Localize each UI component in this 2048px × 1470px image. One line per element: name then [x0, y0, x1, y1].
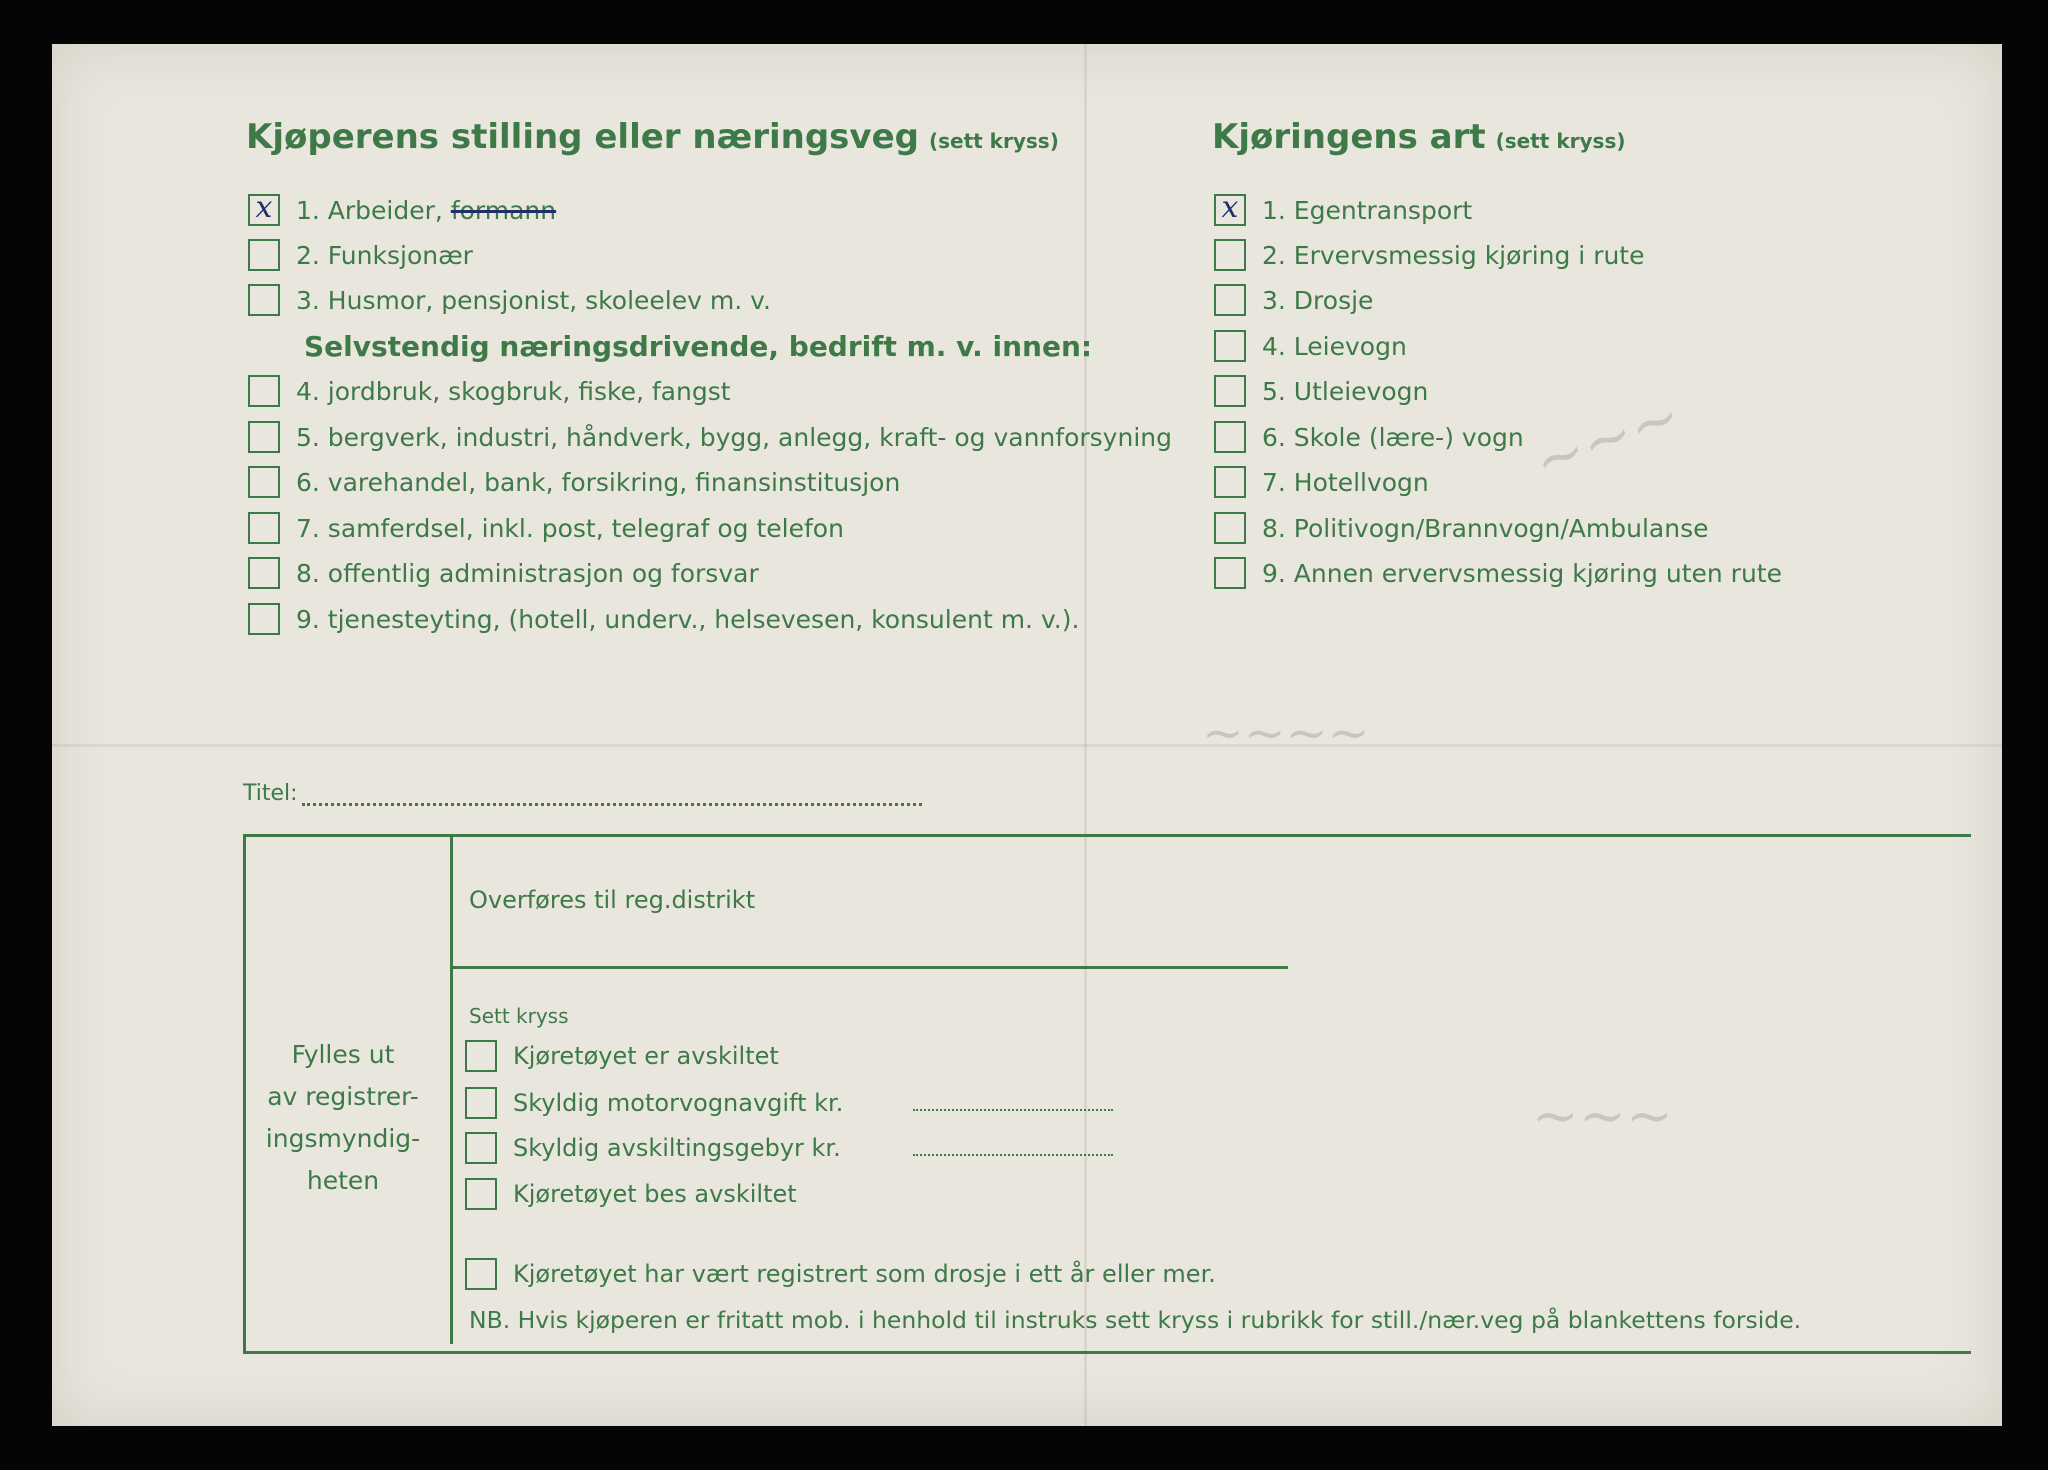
box-top-border: [243, 834, 1971, 837]
checkbox[interactable]: [1214, 466, 1246, 498]
nb-note: NB. Hvis kjøperen er fritatt mob. i henhold til instruks sett kryss i rubrikk for still./nær.veg på blankettens forside.: [469, 1306, 1802, 1334]
option-label: 9. tjenesteyting, (hotell, underv., helsevesen, konsulent m. v.).: [296, 604, 1080, 634]
option-label: 3. Drosje: [1262, 285, 1374, 315]
box-left-border: [243, 834, 246, 1354]
deregistered-label: Kjøretøyet er avskiltet: [513, 1042, 779, 1070]
motor-tax-label: Skyldig motorvognavgift kr.: [513, 1089, 844, 1117]
option-label: 7. samferdsel, inkl. post, telegraf og telefon: [296, 513, 844, 543]
option-label: 2. Ervervsmessig kjøring i rute: [1262, 240, 1645, 270]
bleed-through-scribble: ~~~~: [1202, 704, 1370, 762]
title-field[interactable]: [243, 781, 922, 806]
occupation-option-4[interactable]: [248, 371, 731, 411]
option-label: 6. Skole (lære-) vogn: [1262, 422, 1524, 452]
occupation-option-2[interactable]: [248, 235, 473, 275]
occupation-option-5[interactable]: [248, 417, 1172, 457]
option-label: 2. Funksjonær: [296, 240, 473, 270]
driving-option-2[interactable]: [1214, 235, 1645, 275]
transfer-district-line[interactable]: [453, 966, 1288, 969]
driving-option-9[interactable]: [1214, 553, 1782, 593]
option-label: 8. Politivogn/Brannvogn/Ambulanse: [1262, 513, 1709, 543]
checkbox[interactable]: [248, 190, 280, 226]
buyer-occupation-note: (sett kryss): [928, 129, 1059, 153]
registry-authority-label: [247, 1034, 439, 1202]
occupation-option-8[interactable]: [248, 553, 759, 593]
option-label: 6. varehandel, bank, forsikring, finansinstitusjon: [296, 467, 901, 497]
handwritten-x-mark: x: [1221, 190, 1239, 225]
checkbox[interactable]: [1214, 330, 1246, 362]
self-employed-subheading: Selvstendig næringsdrivende, bedrift m. v. innen:: [304, 330, 1093, 363]
option-label: 8. offentlig administrasjon og forsvar: [296, 558, 759, 588]
deregistration-fee-amount-field[interactable]: [913, 1142, 1113, 1156]
option-label: 4. Leievogn: [1262, 331, 1407, 361]
driving-type-title: Kjøringens art: [1212, 117, 1486, 157]
title-dotted-line[interactable]: [302, 785, 922, 806]
checkbox[interactable]: [1214, 284, 1246, 316]
registry-authority-box: [243, 834, 1971, 1354]
checkbox-motor-tax[interactable]: [465, 1087, 497, 1119]
deregistration-fee-label: Skyldig avskiltingsgebyr kr.: [513, 1134, 841, 1162]
checkbox[interactable]: [1214, 421, 1246, 453]
label-line: av registrer-: [267, 1082, 419, 1111]
transfer-district-label: Overføres til reg.distrikt: [469, 886, 756, 914]
occupation-option-6[interactable]: [248, 462, 900, 502]
driving-option-6[interactable]: [1214, 417, 1524, 457]
checkbox[interactable]: [1214, 512, 1246, 544]
checkbox[interactable]: [248, 284, 280, 316]
bleed-through-scribble: ~~~: [1532, 1084, 1673, 1149]
option-label: 7. Hotellvogn: [1262, 467, 1429, 497]
label-line: heten: [306, 1166, 380, 1195]
driving-type-note: (sett kryss): [1495, 129, 1626, 153]
checkbox[interactable]: [248, 239, 280, 271]
checkbox[interactable]: [248, 512, 280, 544]
buyer-occupation-title: Kjøperens stilling eller næringsveg: [246, 117, 919, 157]
fold-line-horizontal: [52, 744, 2002, 747]
checkbox[interactable]: [248, 421, 280, 453]
driving-option-3[interactable]: [1214, 280, 1373, 320]
driving-option-8[interactable]: [1214, 508, 1709, 548]
label-line: ingsmyndig-: [265, 1124, 421, 1153]
option-label: 4. jordbruk, skogbruk, fiske, fangst: [296, 376, 731, 406]
option-label: 3. Husmor, pensjonist, skoleelev m. v.: [296, 285, 771, 315]
sett-kryss-label: Sett kryss: [469, 1004, 569, 1028]
checkbox[interactable]: [248, 603, 280, 635]
driving-option-4[interactable]: [1214, 326, 1407, 366]
checkbox-deregistered[interactable]: [465, 1040, 497, 1072]
taxi-history-label: Kjøretøyet har vært registrert som drosje i ett år eller mer.: [513, 1260, 1216, 1288]
checkbox[interactable]: [248, 375, 280, 407]
box-bottom-border: [243, 1351, 1971, 1354]
buyer-occupation-heading: [246, 117, 1059, 157]
occupation-option-3[interactable]: [248, 280, 771, 320]
request-deregistration-label: Kjøretøyet bes avskiltet: [513, 1180, 797, 1208]
occupation-option-7[interactable]: [248, 508, 844, 548]
option-label: 1. Egentransport: [1262, 195, 1473, 225]
driving-option-1[interactable]: [1214, 190, 1472, 230]
checkbox[interactable]: [248, 557, 280, 589]
driving-option-7[interactable]: [1214, 462, 1429, 502]
checkbox[interactable]: [1214, 190, 1246, 226]
checkbox-deregistration-fee[interactable]: [465, 1132, 497, 1164]
checkbox[interactable]: [1214, 375, 1246, 407]
occupation-option-9[interactable]: [248, 599, 1079, 639]
driving-option-5[interactable]: [1214, 371, 1428, 411]
motor-tax-amount-field[interactable]: [913, 1097, 1113, 1111]
driving-type-heading: [1212, 117, 1625, 157]
option-label: [296, 196, 556, 225]
handwritten-x-mark: x: [255, 190, 273, 225]
checkbox-request-deregistration[interactable]: [465, 1178, 497, 1210]
column-divider: [450, 834, 453, 1344]
option-label: 5. bergverk, industri, håndverk, bygg, anlegg, kraft- og vannforsyning: [296, 422, 1172, 452]
checkbox-taxi-history[interactable]: [465, 1258, 497, 1290]
label-line: Fylles ut: [291, 1040, 395, 1069]
occupation-option-1[interactable]: [248, 190, 556, 230]
struck-out-text: formann: [450, 195, 557, 225]
bleed-through-scribble: ~~~: [1524, 380, 1691, 498]
title-field-label: Titel:: [243, 781, 298, 806]
checkbox[interactable]: [1214, 557, 1246, 589]
option-label: 9. Annen ervervsmessig kjøring uten rute: [1262, 558, 1782, 588]
checkbox[interactable]: [248, 466, 280, 498]
option-label-text: 1. Arbeider,: [296, 195, 443, 225]
form-sheet: [52, 44, 2002, 1426]
checkbox[interactable]: [1214, 239, 1246, 271]
option-label: 5. Utleievogn: [1262, 376, 1429, 406]
